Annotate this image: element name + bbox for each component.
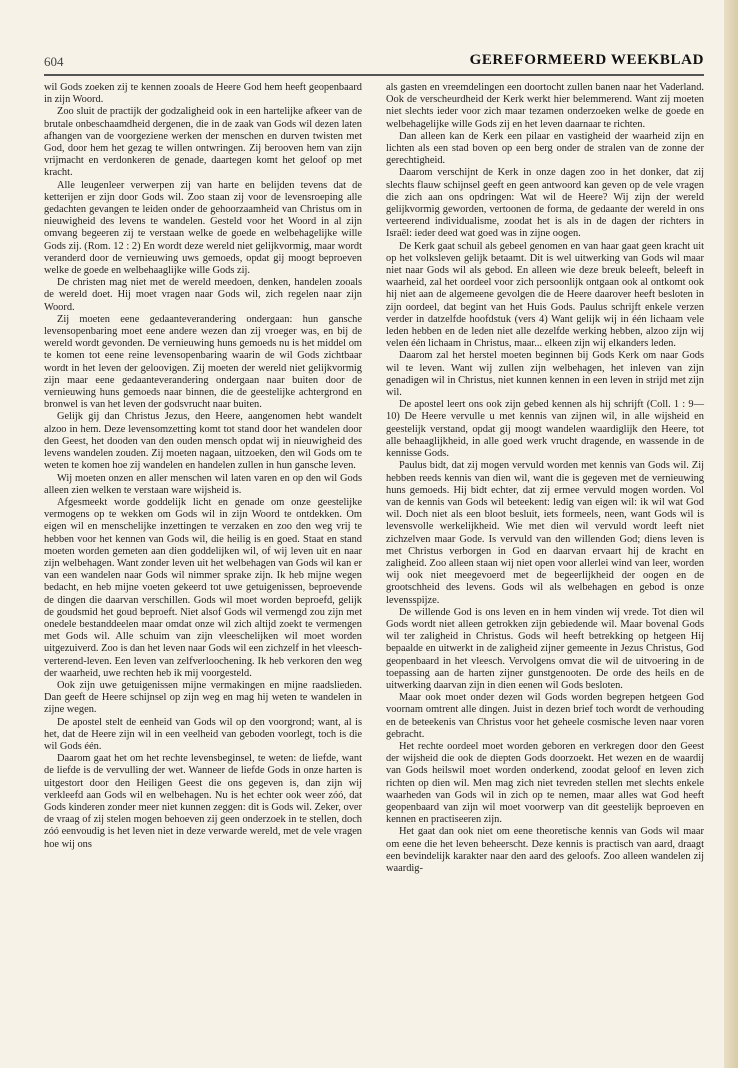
paragraph: Zij moeten eene gedaanteverandering ondergaan: hun gansche levensopenbaring moet eene andere wezen dan zij vroeger was, en bij de wereld wordt gevonden. De vernieuwing huns gemoeds nu is het middel om te komen tot eene reine levensopenbaring waarin de wil Gods zichtbaar wordt in het leven der geloovigen. Zij moeten der wereld niet gelijkvormig zijn maar eene gedaanteverandering ondergaan naar buiten door de vernieuwing huns gemoeds naar binnen, die de geestelijke achtergrond en bronwel is van het leven der godsvrucht naar buiten.	[44, 313, 362, 411]
paragraph: Ook zijn uwe getuigenissen mijne vermakingen en mijne raadslieden. Dan geeft de Heere schijnsel op zijn weg en mag hij weten te wandelen in zijne wegen.	[44, 679, 362, 716]
paragraph: als gasten en vreemdelingen een doortocht zullen banen naar het Vaderland. Ook de verscheurdheid der Kerk werkt hier belemmerend. Want zij moeten niet slechts ieder voor zich maar tezamen onderzoeken welke de goede en welbehagelijke wille Gods zij en het leven daarnaar te richten.	[386, 82, 704, 130]
paragraph: De apostel stelt de eenheid van Gods wil op den voorgrond; want, al is het, dat de Heere zijn wil in een veelheid van geboden voorlegt, toch is die wil Gods één.	[44, 716, 362, 752]
paragraph: Zoo sluit de practijk der godzaligheid ook in een hartelijke afkeer van de brutale onbeschaamdheid dergenen, die in de zaak van Gods wil dezen laten afhangen van de voorgeziene werken der menschen en durven twisten met God, door hem het gezag te willen ontwringen. Zij berooven hem van zijn vrijmacht en verdonkeren de genade, daartegen komt het geloof op met kracht.	[44, 106, 362, 179]
paragraph: Gelijk gij dan Christus Jezus, den Heere, aangenomen hebt wandelt alzoo in hem. Deze levensomzetting komt tot stand door het wandelen door den Geest, het dooden van den ouden mensch opdat wij in nieuwigheid des levens wandelen zouden. Zij moeten nagaan, uitzoeken, den wil Gods om te weten te komen hoe zij wandelen en handelen zullen in hun gansche leven.	[44, 411, 362, 472]
paragraph: De Kerk gaat schuil als gebeel genomen en van haar gaat geen kracht uit op het volksleven gelijk betaamt. Dit is wel uitwerking van Gods wil maar niet naar Gods wil als gebod. En alleen wie deze breuk beleeft, beleeft in waarheid, zal het oordeel voor zich persoonlijk ontgaan ook al ontkomt ook hij niet aan de algemeene gevolgen die de Heere daarover heeft besloten in zijn oordeel, dat begint van het Huis Gods. Paulus schrijft enkele verzen verder in datzelfde hoofdstuk (vers 4) Want gelijk wij in één lichaam vele leden hebben en de leden niet alle dezelfde werking hebben, alzoo zijn wij velen één lichaam in Christus, maar... elkeen zijn wij elkanders leden.	[386, 240, 704, 350]
running-title: GEREFORMEERD WEEKBLAD	[469, 52, 704, 68]
paragraph: De apostel leert ons ook zijn gebed kennen als hij schrijft (Coll. 1 : 9—10) De Heere vervulle u met kennis van zijnen wil, in alle wijsheid en geestelijk verstand, opdat gij moogt wandelen waardiglijk den Heere, tot alle behaaglijkheid, in alle goed werk vrucht dragende, en wassende in de kennisse Gods.	[386, 399, 704, 460]
paragraph: Wij moeten onzen en aller menschen wil laten varen en op den wil Gods alleen zien welken te verstaan ware wijsheid is.	[44, 472, 362, 496]
page-number: 604	[44, 54, 64, 69]
paragraph: wil Gods zoeken zij te kennen zooals de Heere God hem heeft geopenbaard in zijn Woord.	[44, 82, 362, 106]
paragraph: De christen mag niet met de wereld meedoen, denken, handelen zooals de wereld doet. Hij moet vragen naar Gods wil, zich regelen naar zijn Woord.	[44, 277, 362, 313]
paragraph: Daarom verschijnt de Kerk in onze dagen zoo in het donker, dat zij slechts flauw schijnsel geeft en geen antwoord kan geven op de vele vragen die zich aan ons opdringen: Wat wil de Heere? Wij zijn der wereld gelijkvormig geworden, vertoonen de forma, de gedaante der wereld in ons verteerend individualisme, zoodat het is als in de dagen der richters in Israël: ieder deed wat goed was in zijne oogen.	[386, 167, 704, 240]
paragraph: Dan alleen kan de Kerk een pilaar en vastigheid der waarheid zijn en lichten als een stad boven op een berg onder de stralen van de zonne der gerechtigheid.	[386, 130, 704, 167]
right-column	[386, 82, 704, 875]
paragraph: Daarom gaat het om het rechte levensbeginsel, te weten: de liefde, want de liefde is de vervulling der wet. Wanneer de liefde Gods in onze harten is uitgestort door den Heiligen Geest die ons gegeven is, dan zijn wij verkleefd aan Gods wil en welbehagen. Nu is het echter ook weer zóó, dat Gods kinderen zonder meer niet kunnen zeggen: dit is Gods wil. Zeker, over de vraag of zij stelen mogen behoeven zij geen onderzoek in te stellen, doch zóó eenvoudig is het leven niet in deze verwarde wereld, met de vele vragen hoe wij ons	[44, 753, 362, 850]
left-column	[44, 82, 362, 851]
paragraph: Het rechte oordeel moet worden geboren en verkregen door den Geest der wijsheid die ook de diepten Gods doorzoekt. Het wezen en de waardij van Gods heilswil moet worden onderkend, zoodat geloof en leven zich richten op dien wil. Men mag zich niet tevreden stellen met slechts enkele waarheden van Gods wil in zich op te nemen, maar alles wat God heeft geopenbaard van zijn wil moet voorwerp van dit geestelijk beproeven en kennen en practiseeren zijn.	[386, 740, 704, 826]
paragraph: Het gaat dan ook niet om eene theoretische kennis van Gods wil maar om eene die het leven beheerscht. Deze kennis is practisch van aard, draagt een bevindelijk karakter naar den aard des geloofs. Zoo alleen wandelen zij waardig-	[386, 826, 704, 874]
paragraph: Afgesmeekt worde goddelijk licht en genade om onze geestelijke vermogens op te wekken om Gods wil in zijn Woord te ontdekken. Om eigen wil en menschelijke inzettingen te verzaken en zoo den weg vrij te hebben voor het kennen van Gods wil, die heilig is en goed. Staat en stand moeten worden gemeten aan dien goddelijken wil, of wij leven uit en naar zijn welbehagen. Want zonder leven uit het welbehagen van Gods wil kan er van een wandelen naar Gods wil nimmer sprake zijn. Ik heb mijne wegen bedacht, en heb mijne voeten gekeerd tot uwe getuigenissen, beproevende de dingen die daarvan verschillen. Gods wil moet worden beproefd, gelijk de goudsmid het goud beproeft. Niet alsof Gods wil vermengd zou zijn met onedele bestanddeelen maar omdat onze wil zich altijd zoekt te vermengen met Gods wil. Alle schuim van zijn vleeschelijken wil moet worden uitgezuiverd. Zoo is dan het leven naar Gods wil een zichzelf in het vleesch-verterend-leven. Een leven van zelfverloochening. Ik heb verkoren den weg der waarheid, uwe rechten heb ik mij voorgesteld.	[44, 496, 362, 679]
page-header	[44, 52, 704, 72]
paragraph: Alle leugenleer verwerpen zij van harte en belijden tevens dat de ketterijen er zijn door Gods wil. Zoo staan zij voor de levensroeping alle gedachten gevangen te leiden onder de gehoorzaamheid van Christus om in nieuwigheid des levens te wandelen. Gesteld voor het Woord in al zijn omvang begeeren zij te verstaan welke de goede en welbehagelijke wille Gods zij. (Rom. 12 : 2) En wordt deze wereld niet gelijkvormig, maar wordt veranderd door de vernieuwing uws gemoeds, opdat gij moogt beproeven welke de goede en welbehaaglijke wille Gods zij.	[44, 179, 362, 277]
paragraph: Daarom zal het herstel moeten beginnen bij Gods Kerk om naar Gods wil te leven. Want wij zullen zijn welbehagen, het inleven van zijn genadigen wil in Christus, niet kunnen kennen in een leven in strijd met zijn wil.	[386, 350, 704, 399]
header-rule	[44, 74, 704, 76]
paragraph: Paulus bidt, dat zij mogen vervuld worden met kennis van Gods wil. Zij hebben reeds kennis van dien wil, want die is gegeven met de vernieuwing huns gemoeds. Hij bidt echter, dat zij ermee vervuld mogen worden. Vol van de kennis van Gods wil beteekent: ledig van eigen wil: ik wil wat God wil. Doch niet als een bloot besluit, iets formeels, neen, want Gods wil is levensvolle werkelijkheid. Wie met dien wil vervuld wordt leeft niet zichzelven maar Gode. Is vervuld van den willenden God; diens leven is met Christus verborgen in God en daarvan ervaart hij de kracht en zaligheid. Zoo alleen staan wij niet open voor allerlei wind van leer, worden wij ook niet meegevoerd met de begeerlijkheid der oogen en de grootschheid des levens. Gods wil als welbehagen en gebod is onze levensspijze.	[386, 460, 704, 606]
paragraph: De willende God is ons leven en in hem vinden wij vrede. Tot dien wil Gods wordt niet alleen getrokken zijn gebiedende wil. Maar bovenal Gods wil ter zaligheid in Christus. Gods wil heeft betrekking op hetgeen Hij bepaalde en uitwerkt in de zaligheid zijner gemeente in Jezus Christus, God geopenbaard in het vleesch. Vervolgens omvat die wil de uitvoering in de toepassing aan de harten zijner gunstgenooten. De orde des heils en de uitwerking daarvan zijn in dien eenen wil Gods besloten.	[386, 606, 704, 691]
page-edge	[724, 0, 738, 1068]
paragraph: Maar ook moet onder dezen wil Gods worden begrepen hetgeen God voornam omtrent alle dingen. Juist in dezen brief toch wordt de verhouding en de beteekenis van Christus voor het geheele cosmische leven naar voren gebracht.	[386, 692, 704, 740]
